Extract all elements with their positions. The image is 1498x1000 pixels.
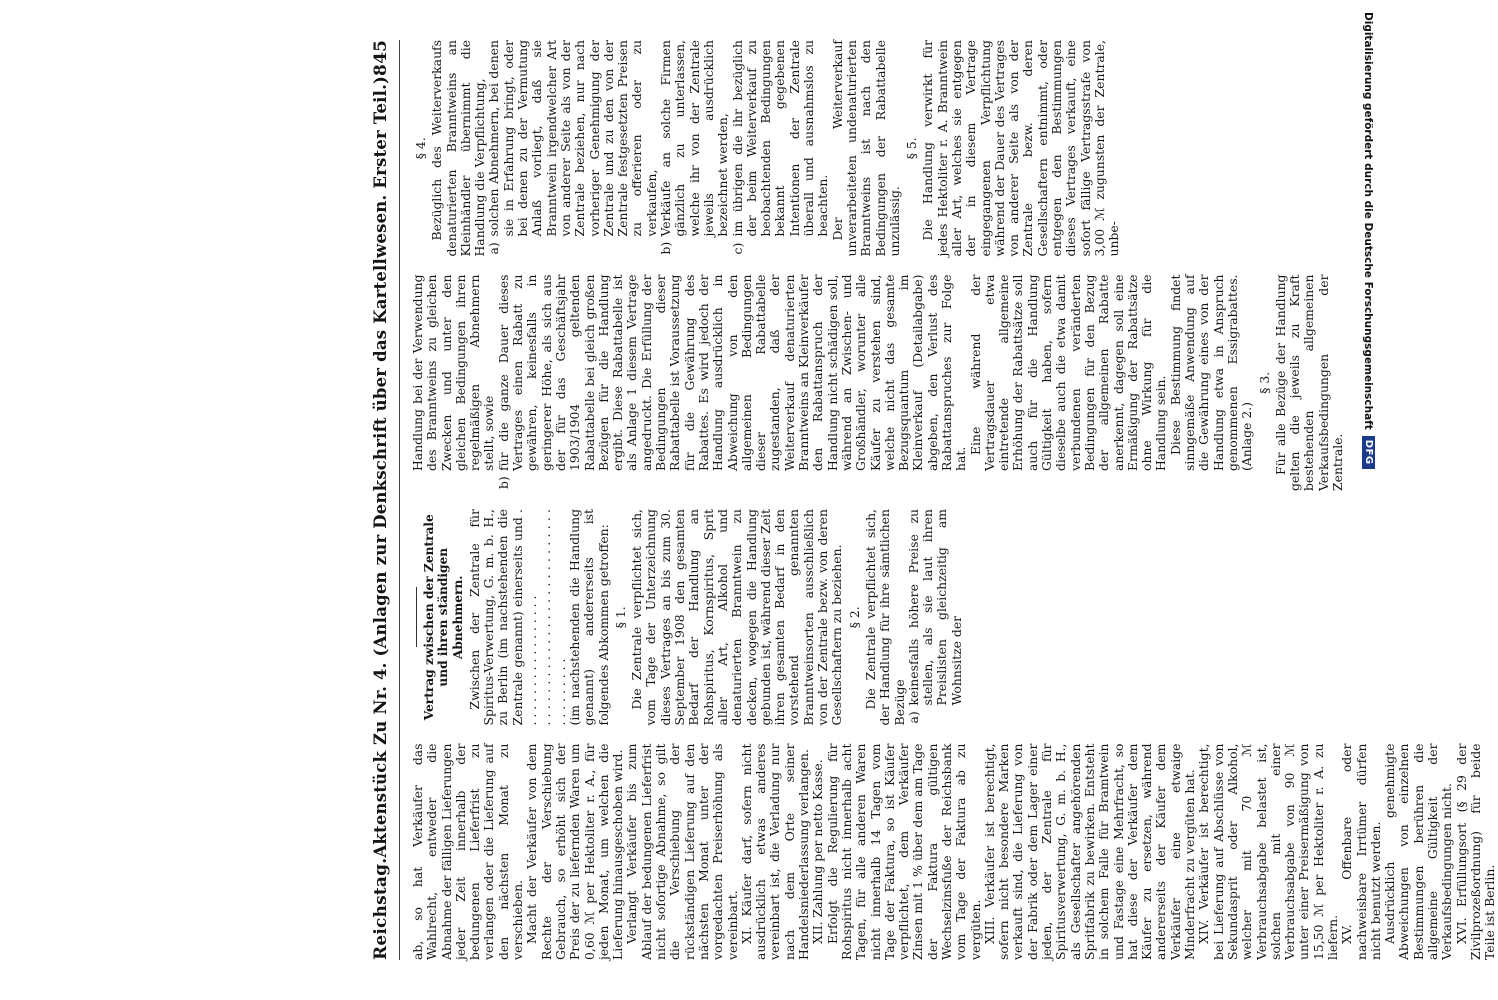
header-title: Aktenstück Zu Nr. 4. (Anlagen zur Denkschrift über das Kartellwesen. Erster Teil.) [371, 75, 390, 858]
paragraph: XIV. Verkäufer ist berechtigt, bei Lieferung auf Abschlüsse von Sekundasprit oder Alkohol, welcher mit 70 ℳ Verbrauchsabgabe belastet ist, solchen mit einer Verbrauchsabgabe von 90 ℳ unter einer Preisermäßigung von 15,50 ℳ per Hektoliter r. A. zu liefern. [1196, 743, 1340, 960]
column-4 [411, 40, 1122, 257]
paragraph: . . . . . . . . . . . . . . . . . . . . . . . . . . . . . . . . . . . . [538, 509, 568, 726]
paragraph: Eine während der Vertragsdauer etwa eintretende allgemeine Erhöhung der Rabattsätze soll auch für die Handlung Gültigkeit haben, sofern dieselbe auch die etwa damit verbundenen veränderten Bedingungen für den Bezug der allgemeinen Rabatte anerkennt, dagegen soll eine Ermäßigung der Rabattsätze ohne Wirkung für die Handlung sein. [967, 274, 1169, 471]
list-item [487, 40, 659, 257]
paragraph: XI. Käufer darf, sofern nicht ausdrücklich etwas anderes vereinbart ist, die Verladung nur nach dem Orte seiner Handelsniederlassung verlangen. [738, 743, 812, 960]
paragraph: Macht der Verkäufer von dem Rechte der Verschiebung Gebrauch, so erhöht sich der Preis der zu liefernden Waren um 0,60 ℳ per Hektoliter r. A., für jeden Monat, um welchen die Lieferung hinausgeschoben wird. [524, 743, 626, 960]
paragraph: Bezüglich des Weiterverkaufs denaturierten Branntweins an Kleinhändler übernimmt die Handlung die Verpflichtung, [429, 40, 488, 257]
paragraph: (im nachstehenden die Handlung genannt) andererseits ist folgendes Abkommen getroffen: [566, 509, 611, 726]
item-text: keinesfalls höhere Preise zu stellen, als sie laut ihren Preislisten gleichzeitig am Wohnsitze der [905, 509, 964, 706]
item-text: im übrigen die ihr bezüglich der beim Weiterverkauf zu beobachtenden Bedingungen bekannt gegebenen Intentionen der Zentrale überall und ausnahmslos zu beachten. [729, 40, 831, 237]
paragraph: Für alle Bezüge der Handlung gelten die jeweils zu Kraft bestehenden allgemeinen Verkaufsbedingungen der Zentrale. [1272, 274, 1345, 491]
paragraph: Der Weiterverkauf unverarbeiteten undenaturierten Branntweins ist nach den Bedingungen der Rabattabelle unzulässig. [829, 40, 902, 257]
paragraph: Handlung bei der Verwendung des Branntweins zu gleichen Zwecken und unter den gleichen Bedingungen ihren regelmäßigen Abnehmern stellt, sowie [410, 274, 497, 471]
item-label: c) [729, 242, 745, 255]
paragraph: Ausdrücklich genehmigte Abweichungen von einzelnen Bestimmungen berühren die allgemeine Gültigkeit der Verkaufsbedingungen nicht. [1382, 743, 1455, 960]
item-text: Verkäufe an solche Firmen gänzlich zu unterlassen, welche ihr von der Zentrale jeweils ausdrücklich bezeichnet werden, [658, 40, 731, 237]
section-mark: § 3. [1256, 371, 1272, 394]
paragraph: Die Zentrale verpflichtet sich, der Handlung für ihre sämtlichen Bezüge [862, 509, 907, 726]
paragraph: XIII. Verkäufer ist berechtigt, sofern nicht besondere Marken verkauft sind, die Lieferung von der Fabrik oder dem Lager einer jeden, der Zentrale für Spiritusverwertung, G. m. b. H., als Gesellschafter angehörenden Spritfabrik zu bewirken. Entsteht in solchem Falle für Bramtwein und Fastage eine Mehrfracht, so hat diese der Verkäufer dem Käufer zu ersetzen, während andererseits der Käufer dem Verkäufer eine etwaige Minderfracht zu vergüten hat. [981, 743, 1198, 960]
section-mark: § 2. [846, 606, 862, 629]
item-label: b) [658, 241, 674, 255]
paragraph: Verlangt Verkäufer bis zum Ablauf der bedungenen Lieferfrist nicht sofortige Abnahme, so gilt die Verschiebung der rückständigen Lieferung auf den nächsten Monat unter der vorgedachten Preiserhöhung als vereinbart. [624, 743, 740, 960]
item-label: a) [486, 242, 502, 255]
list-item [497, 275, 969, 492]
header-left: Reichstag. [371, 857, 391, 960]
paragraph: Erfolgt die Regulierung für Rohspiritus nicht innerhalb acht Tagen, für alle anderen Waren nicht innerhalb 14 Tagen vom Tage der Faktura, so ist Käufer verpflichtet, dem Verkäufer Zinsen mit 1 % über dem am Tage der Faktura gültigen Wechselzinsfuße der Reichsbank vom Tage der Faktura ab zu vergüten. [824, 743, 983, 960]
item-text: für die ganze Dauer dieses Vertrages einen Rabatt zu gewähren, keinesfalls in geringerer Höhe, als sich aus der für das Geschäftsjahr 1903/1904 geltenden Rabattabelle bei gleich großen Bezügen für die Handlung ergibt. Diese Rabattabelle ist als Anlage 1 diesem Vertrage angedruckt. Die Erfüllung der Bedingungen dieser Rabattabelle ist Voraussetzung für die Gewährung des Rabattes. Es wird jedoch der Handlung ausdrücklich in Abweichung von den allgemeinen Bedingungen dieser Rabattabelle zugestanden, daß der Weiterverkauf denaturierten Branntweins an Kleinverkäufer den Rabattanspruch der Handlung nicht schädigen soll, während an Zwischen- und Großhändler, worunter alle Käufer zu verstehen sind, welche nicht das gesamte Bezugsquantum im Kleinverkauf (Detailabgabe) abgeben, den Verlust des Rabattanspruches zur Folge hat. [495, 274, 969, 471]
item-label: a) [905, 711, 921, 724]
item-label: b) [495, 476, 511, 489]
list-item [907, 509, 964, 726]
paragraph: XV. Offenbare oder nachweisbare Irrtümer dürfen nicht benutzt werden. [1339, 743, 1383, 960]
paragraph: Diese Bestimmung findet sinngemäße Anwendung auf die Gewährung eines von der Handlung etwa in Anspruch genommenen Essigrabattes. (Anlage 2.) [1167, 274, 1255, 471]
column-3 [410, 274, 1345, 492]
section-mark: § 1. [612, 606, 628, 629]
paragraph: Zwischen der Zentrale für Spiritus-Verwertung, G. m. b. H., zu Berlin (im nachstehenden die Zentrale genannt) einerseits und . . . . . . . . . . . . . . . . . . [466, 509, 540, 726]
paragraph: XVI. Erfüllungsort (§ 29 der Zivilprozeßordnung) für beide Teile ist Berlin. [1453, 743, 1498, 960]
page-number: 845 [371, 39, 391, 76]
paragraph: Die Handlung verwirkt für jedes Hektoliter r. A. Branntwein aller Art, welches sie entgegen der in diesem Vertrage eingegangenen Verpflichtung während der Dauer des Vertrages von anderer Seite als von der Zentrale bezw. deren Gesellschaftern entnimmt, oder entgegen den Bestimmungen dieses Vertrages verkauft, eine sofort fällige Vertragsstrafe von 3,00 ℳ zugunsten der Zentrale, unbe- [920, 40, 1122, 257]
paragraph: ab, so hat Verkäufer das Wahlrecht, entweder die Abnahme der fälligen Lieferungen jeder Zeit innerhalb der bedungenen Lieferfrist zu verlangen oder die Lieferung auf den nächsten Monat zu verschieben. [410, 743, 526, 960]
dfg-logo: DFG [1362, 436, 1375, 469]
column-2 [411, 509, 1011, 726]
section-divider [416, 587, 417, 647]
digitization-margin-note [1355, 12, 1377, 612]
item-text: solchen Abnehmern, bei denen sie in Erfahrung bringt, oder bei denen zu der Vermutung Anlaß vorliegt, daß sie Branntwein irgendwelcher Art von anderer Seite als von der Zentrale beziehen, nur nach vorheriger Genehmigung der Zentrale und zu den von der Zentrale festgesetzten Preisen zu offerieren oder zu verkaufen, [486, 40, 659, 237]
paragraph: XII. Zahlung per netto Kasse. [810, 759, 826, 944]
list-item [659, 40, 730, 257]
list-item [731, 40, 831, 257]
section-mark: § 4. [413, 137, 428, 160]
column-1 [410, 743, 1498, 961]
digitization-credit: Digitalisierung gefördert durch die Deutsche Forschungsgemeinschaft [1362, 12, 1375, 430]
running-header [371, 40, 400, 960]
paragraph: Die Zentrale verpflichtet sich, vom Tage der Unterzeichnung dieses Vertrages an bis zum 30. September 1908 den gesamten Bedarf der Handlung an Rohspiritus, Kornspiritus, Sprit aller Art, Alkohol und denaturierten Branntwein zu decken, wogegen die Handlung gebunden ist, während dieser Zeit ihren gesamten Bedarf in den vorstehend genannten Branntweinsorten ausschließlich von der Zentrale bezw. von deren Gesellschaftern zu beziehen. [629, 509, 845, 726]
margin-note-content [1362, 12, 1375, 469]
contract-heading: Vertrag zwischen der Zentrale und ihren ständigen Abnehmern. [422, 514, 465, 721]
section-mark: § 5. [904, 137, 920, 160]
